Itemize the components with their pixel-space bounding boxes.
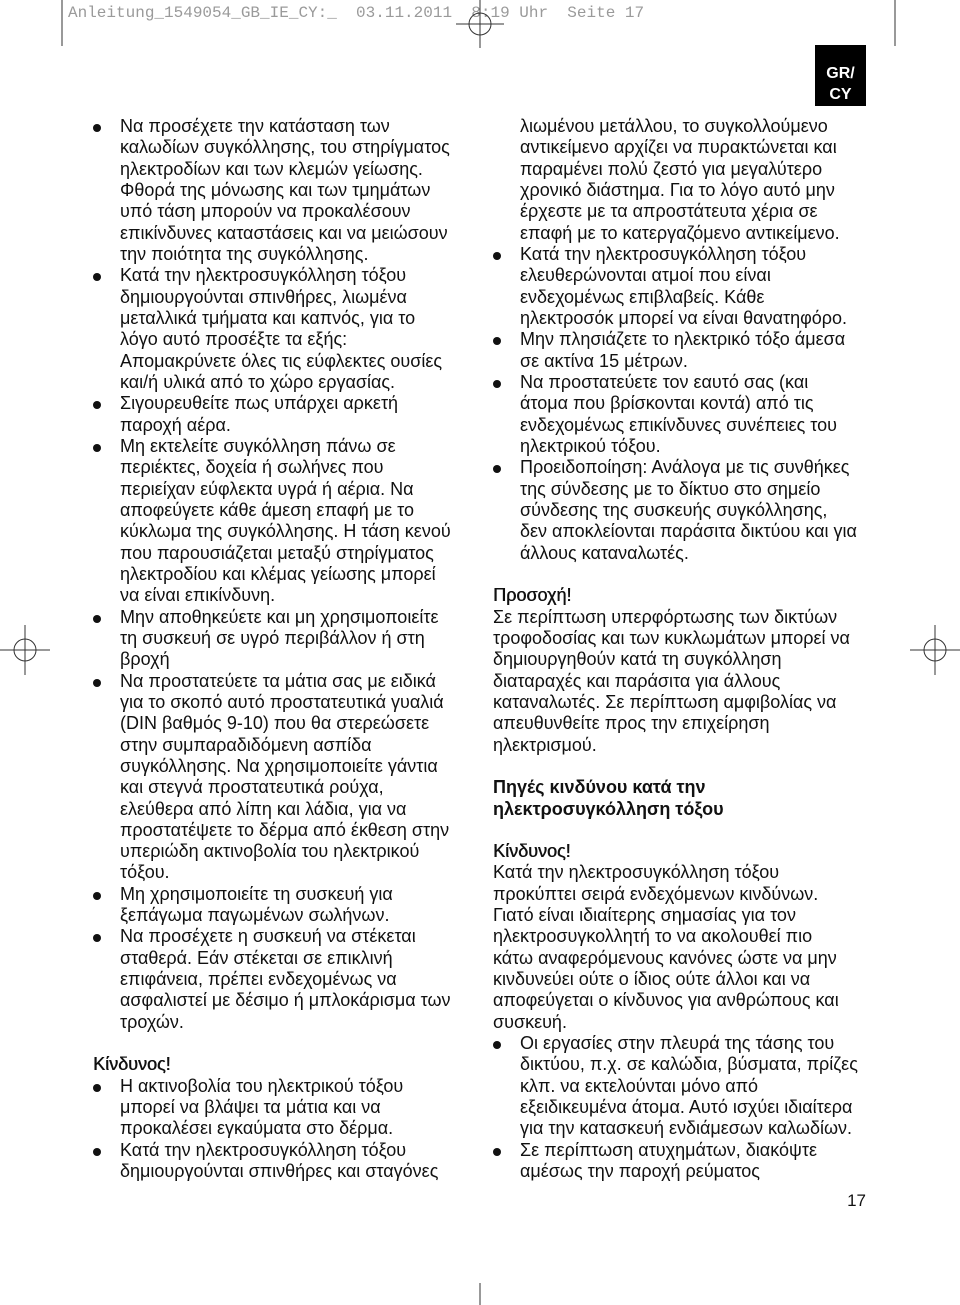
registration-mark-right [910,625,960,675]
text-line: στην συμπαραδιδόμενη ασπίδα [120,734,372,755]
page-number: 17 [847,1191,866,1210]
text-line: σε ακτίνα 15 μέτρων. [520,350,688,371]
text-line: Μην αποθηκεύετε και μη χρησιμοποιείτε [120,606,439,627]
text-line: υπό τάση μπορούν να προκαλέσουν [120,201,411,222]
bullet-item [493,372,893,457]
bullet-item [93,1076,478,1140]
text-line: ηλεκτροδίων και των κλεμών γείωσης. [120,158,423,179]
text-line: ασφαλιστεί με δέσιμο ή μπλοκάρισμα των [120,990,451,1011]
bullet-icon [93,444,101,452]
text-line: παροχή αέρα. [120,414,231,435]
text-line: δεν αποκλείονται παράσιτα δικτύου και για [520,521,857,542]
text-line: Κατά την ηλεκτροσυγκόλληση τόξου [493,862,780,883]
text-line: υπεριώδη ακτινοβολία του ηλεκτρικού [120,841,420,862]
bullet-icon [93,401,101,409]
text-line: επικίνδυνες καταστάσεις και να μειώσουν [120,222,448,243]
text-line: Μη χρησιμοποιείτε τη συσκευή για [120,883,393,904]
text-line: άλλους καταναλωτές. [520,542,689,563]
text-line: τόξου. [120,862,170,883]
text-line: τροφοδοσίας και των κυκλωμάτων μπορεί να [493,627,850,648]
bullet-item [493,244,893,329]
language-tab-line-1: GR/ [826,65,855,82]
text-line: Κατά την ηλεκτροσυγκόλληση τόξου [120,1139,407,1160]
spacer [93,1033,478,1054]
text-line: δημιουργούνται σπινθήρες, λιωμένα [120,286,407,307]
text-line: την ποιότητα της συγκόλλησης. [120,243,369,264]
bullet-icon [93,1084,101,1092]
text-line: που παρουσιάζεται μεταξύ στηρίγματος [120,542,434,563]
bullet-item [93,671,478,884]
text-line: (DIN βαθμός 9-10) που θα στερεώσετε [120,713,430,734]
text-line: ενδεχομένως επικίνδυνες συνέπειες του [520,414,838,435]
bullet-item [93,116,478,265]
text-line: κύκλωμα της συγκόλλησης. Η τάση κενού [120,521,451,542]
text-line: Οι εργασίες στην πλευρά της τάσης του [520,1033,835,1054]
text-line: επαφή με το κατεργαζόμενο αντικείμενο. [520,222,840,243]
text-line: αντικείμενο αρχίζει να πυρακτώνεται και [520,137,837,158]
text-line: Μη εκτελείτε συγκόλληση πάνω σε [120,435,396,456]
text-line: εξειδικευμένα άτομα. Αυτό ισχύει ιδιαίτερα [520,1097,853,1118]
text-line: περιείχαν εύφλεκτα υγρά ή αέρια. Να [120,478,414,499]
text-line: της σύνδεσης με το δίκτυο στο σημείο [520,478,821,499]
text-line: Να προσέχετε την κατάσταση των [120,116,390,136]
section-title-line: ηλεκτροσυγκόλληση τόξου [493,798,724,819]
section-title-line: Πηγές κινδύνου κατά την [493,777,706,798]
danger-heading: Κίνδυνος! [93,1054,171,1075]
language-tab-line-2: CY [829,86,852,103]
text-line: κινδυνεύει ούτε ο ίδιος ούτε άλλοι και να [493,969,811,990]
text-line: σταθερά. Εάν στέκεται σε επικλινή [120,947,393,968]
text-line: για την κατασκευή ενδιάμεσων καλωδίων. [520,1118,853,1139]
text-line: δημιουργηθούν κατά τη συγκόλληση [493,649,782,670]
text-line: τη συσκευή σε υγρό περιβάλλον ή στη [120,627,425,648]
registration-mark-left [0,625,50,675]
bullet-item [93,265,478,393]
text-line: ελευθερώνονται ατμοί που είναι [520,265,771,286]
section-title [493,777,893,820]
text-line: απευθυνθείτε προς την επιχείρηση [493,713,770,734]
bullet-icon [93,892,101,900]
continued-bullet-text [493,116,893,244]
text-line: δικτύου, π.χ. σε καλώδια, βύσματα, πρίζες [520,1054,858,1075]
bullet-item [493,1033,893,1140]
text-line: Μην πλησιάζετε το ηλεκτρικό τόξο άμεσα [520,329,846,350]
bullet-item [493,1140,893,1183]
bullet-item [93,436,478,607]
spacer [493,564,893,585]
bullet-item [93,393,478,436]
text-line: Να προσέχετε η συσκευή να στέκεται [120,926,416,947]
text-line: ηλεκτροδίου και κλέμας γείωσης μπορεί [120,563,436,584]
registration-circle [14,639,36,661]
bullet-icon [493,337,501,345]
spacer [493,756,893,777]
text-line: δημιουργούνται σπινθήρες και σταγόνες [120,1161,439,1182]
text-line: προστατέψετε το δέρμα από έκθεση στην [120,819,450,840]
text-line: συγκόλλησης. Να χρησιμοποιείτε γάντια [120,755,438,776]
text-line: ηλεκτρισμού. [493,734,597,755]
bullet-icon [93,1148,101,1156]
bullet-icon [493,1148,501,1156]
text-line: τροχών. [120,1011,184,1032]
text-line: Απομακρύνετε όλες τις εύφλεκτες ουσίες [120,350,443,371]
bullet-icon [493,465,501,473]
text-line: κάτω αναφερόμενους κανόνες ώστε να μην [493,947,837,968]
text-line: Η ακτινοβολία του ηλεκτρικού τόξου [120,1075,404,1096]
text-line: ηλεκτροσυγκολλητή το να ακολουθεί πιο [493,926,813,947]
registration-circle [924,639,946,661]
bullet-item [93,1140,478,1183]
caution-paragraph [493,607,893,756]
caution-heading: Προσοχή! [493,585,572,606]
text-line: Σε περίπτωση ατυχημάτων, διακόψτε [520,1139,817,1160]
left-column [93,116,478,1182]
bullet-item [493,457,893,564]
text-line: συσκευή. [493,1011,567,1032]
bullet-item [493,329,893,372]
bullet-icon [93,273,101,281]
text-line: διαταραχές και παράσιτα για άλλους [493,670,781,691]
text-line: Κατά την ηλεκτροσυγκόλληση τόξου [120,265,407,286]
text-line: μεταλλικά τμήματα και καπνός, για το [120,307,416,328]
text-line: άτομα που βρίσκονται κοντά) από τις [520,393,814,414]
text-line: καλωδίων συγκόλλησης, του στηρίγματος [120,137,450,158]
text-line: για το σκοπό αυτό προστατευτικά γυαλιά [120,691,444,712]
text-line: μπορεί να βλάψει τα μάτια και να [120,1097,381,1118]
text-line: Σε περίπτωση υπερφόρτωσης των δικτύων [493,606,838,627]
text-line: καταναλωτές. Σε περίπτωση αμφιβολίας να [493,691,837,712]
text-line: ηλεκτρικού τόξου. [520,435,661,456]
text-line: ηλεκτροσόκ μπορεί να είναι θανατηφόρο. [520,307,848,328]
text-line: Να προστατεύετε τον εαυτό σας (και [520,371,809,392]
text-line: λιωμένου μετάλλου, το συγκολλούμενο [520,116,828,136]
text-line: προκαλέσει εγκαύματα στο δέρμα. [120,1118,394,1139]
text-line: βροχή [120,649,170,670]
text-line: Γιατό είναι ιδιαίτερης σημασίας για τον [493,905,796,926]
text-line: και στεγνά προστατευτικά ρούχα, [120,777,384,798]
bullet-icon [493,1041,501,1049]
text-line: περιέκτες, δοχεία ή σωλήνες που [120,457,384,478]
bullet-icon [93,124,101,132]
text-line: και/ή υλικά από το χώρο εργασίας. [120,371,396,392]
text-line: προκύπτει σειρά ενδεχόμενων κινδύνων. [493,883,819,904]
text-line: σύνδεσης της συσκευής συγκόλλησης, [520,499,828,520]
text-line: έρχεστε με τα απροστάτευτα χέρια σε [520,201,818,222]
bullet-icon [493,380,501,388]
right-column [493,116,893,1182]
text-line: αποφεύγετε κάθε άμεση επαφή με το [120,499,414,520]
text-line: Να προστατεύετε τα μάτια σας με ειδικά [120,670,436,691]
spacer [493,820,893,841]
bullet-icon [93,615,101,623]
bullet-icon [493,252,501,260]
bullet-icon [93,679,101,687]
danger-heading: Κίνδυνος! [493,841,571,862]
text-line: κλπ. να εκτελούνται μόνο από [520,1075,759,1096]
text-line: Προειδοποίηση: Ανάλογα με τις συνθήκες [520,457,850,478]
bullet-item [93,607,478,671]
language-tab [815,45,866,106]
text-line: Σιγουρευθείτε πως υπάρχει αρκετή [120,393,399,414]
text-line: χρονικό διάστημα. Για το λόγο αυτό μην [520,179,835,200]
text-line: Φθορά της μόνωσης και των τμημάτων [120,179,431,200]
text-line: αμέσως την παροχή ρεύματος [520,1161,760,1182]
text-line: παραμένει πολύ ζεστό για μεγαλύτερο [520,158,823,179]
danger-paragraph [493,862,893,1033]
text-line: να είναι επικίνδυνη. [120,585,276,606]
text-line: ξεπάγωμα παγωμένων σωλήνων. [120,905,390,926]
text-line: Κατά την ηλεκτροσυγκόλληση τόξου [520,243,807,264]
bullet-item [93,884,478,927]
print-slug-line: Anleitung_1549054_GB_IE_CY:_ 03.11.2011 8:19 Uhr Seite 17 [68,4,645,22]
text-line: ενδεχομένως επιβλαβείς. Κάθε [520,286,765,307]
bullet-icon [93,934,101,942]
text-line: αποφεύγεται ο κίνδυνος για ανθρώπους και [493,990,839,1011]
text-line: λόγο αυτό προσέξτε τα εξής: [120,329,348,350]
text-line: επιφάνεια, πρέπει ενδεχομένως να [120,969,397,990]
text-line: ελεύθερα από λίπη και λάδια, για να [120,798,407,819]
bullet-item [93,926,478,1033]
